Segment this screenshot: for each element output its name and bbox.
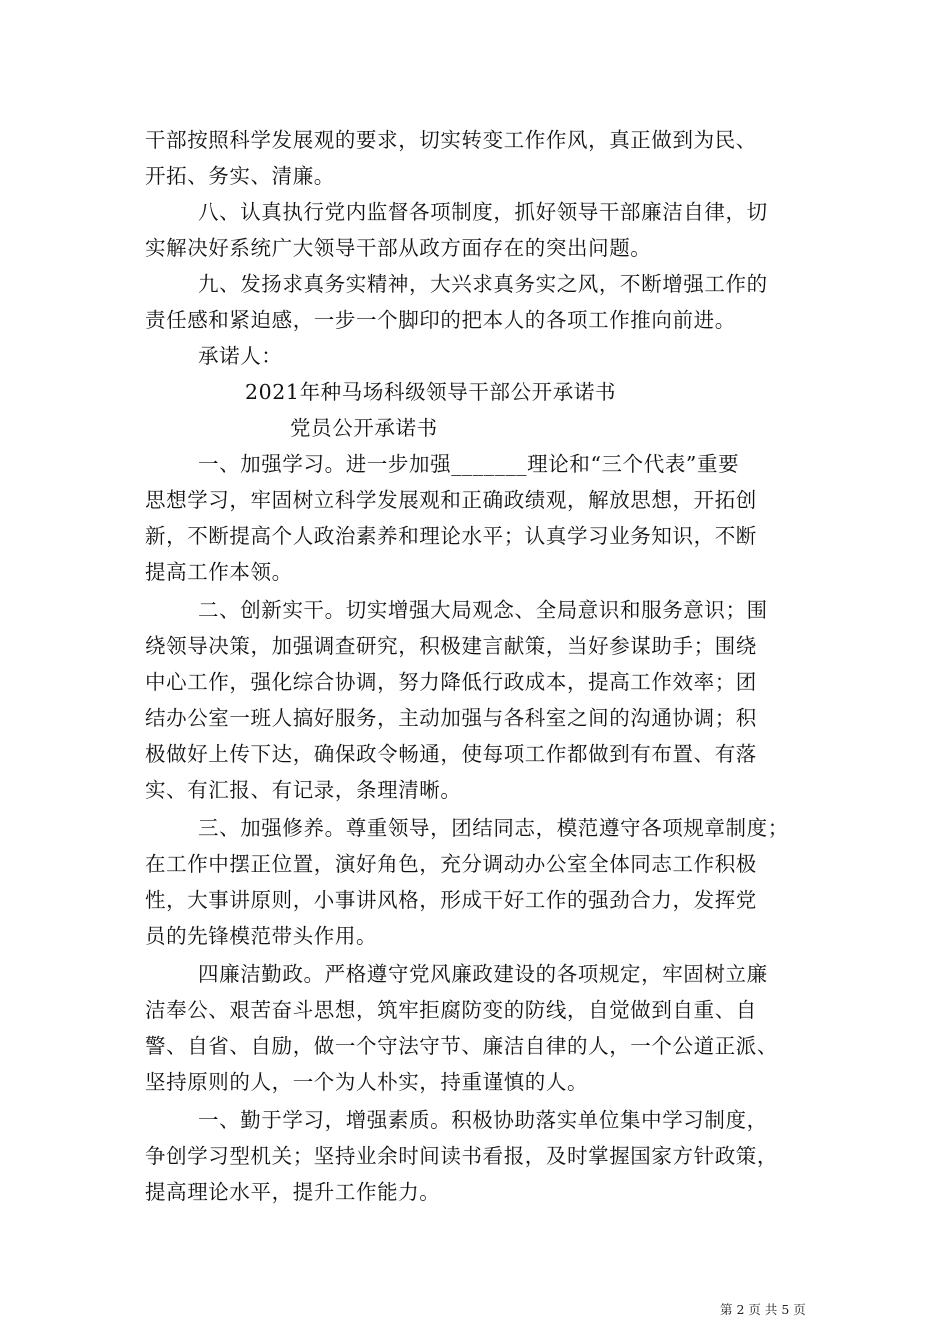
text-line: 提高工作本领。 <box>145 560 293 584</box>
text-line: 性，大事讲原则，小事讲风格，形成干好工作的强劲合力，发挥党 <box>145 888 757 912</box>
text-line: 中心工作，强化综合协调，努力降低行政成本，提高工作效率；团 <box>145 670 757 694</box>
page-number: 第 2 页 共 5 页 <box>720 1302 806 1317</box>
text-line: 绕领导决策，加强调查研究，积极建言献策，当好参谋助手；围绕 <box>145 634 757 658</box>
text-line: 二、创新实干。切实增强大局观念、全局意识和服务意识；围 <box>198 598 768 622</box>
text-line: 坚持原则的人，一个为人朴实，持重谨慎的人。 <box>145 1070 589 1094</box>
text-line: 极做好上传下达，确保政令畅通，使每项工作都做到有布置、有落 <box>145 742 757 766</box>
text-line: 一、勤于学习，增强素质。积极协助落实单位集中学习制度， <box>198 1108 768 1132</box>
signatory-label: 承诺人： <box>198 344 283 368</box>
text-line: 一、加强学习。进一步加强_______理论和“三个代表”重要 <box>198 452 740 476</box>
text-line: 思想学习，牢固树立科学发展观和正确政绩观，解放思想，开拓创 <box>145 488 757 512</box>
document-title: 2021年种马场科级领导干部公开承诺书 <box>245 380 617 404</box>
text-line: 实、有汇报、有记录，条理清晰。 <box>145 778 462 802</box>
text-line: 新，不断提高个人政治素养和理论水平；认真学习业务知识，不断 <box>145 524 757 548</box>
text-line: 四廉洁勤政。严格遵守党风廉政建设的各项规定，牢固树立廉 <box>198 962 768 986</box>
text-line: 开拓、务实、清廉。 <box>145 164 335 188</box>
text-line: 在工作中摆正位置，演好角色，充分调动办公室全体同志工作积极 <box>145 852 757 876</box>
text-line: 责任感和紧迫感，一步一个脚印的把本人的各项工作推向前进。 <box>145 308 736 332</box>
text-line: 干部按照科学发展观的要求，切实转变工作作风，真正做到为民、 <box>145 128 757 152</box>
text-line: 结办公室一班人搞好服务，主动加强与各科室之间的沟通协调；积 <box>145 706 757 730</box>
section-title: 党员公开承诺书 <box>290 416 438 440</box>
text-line: 八、认真执行党内监督各项制度，抓好领导干部廉洁自律，切 <box>198 200 768 224</box>
text-line: 警、自省、自励，做一个守法守节、廉洁自律的人，一个公道正派、 <box>145 1034 778 1058</box>
text-line: 员的先锋模范带头作用。 <box>145 924 378 948</box>
text-line: 争创学习型机关；坚持业余时间读书看报，及时掌握国家方针政策， <box>145 1144 778 1168</box>
text-line: 提高理论水平，提升工作能力。 <box>145 1180 441 1204</box>
text-line: 洁奉公、艰苦奋斗思想，筑牢拒腐防变的防线，自觉做到自重、自 <box>145 998 757 1022</box>
text-line: 三、加强修养。尊重领导，团结同志，模范遵守各项规章制度； <box>198 816 789 840</box>
text-line: 实解决好系统广大领导干部从政方面存在的突出问题。 <box>145 236 652 260</box>
text-line: 九、发扬求真务实精神，大兴求真务实之风，不断增强工作的 <box>198 272 768 296</box>
